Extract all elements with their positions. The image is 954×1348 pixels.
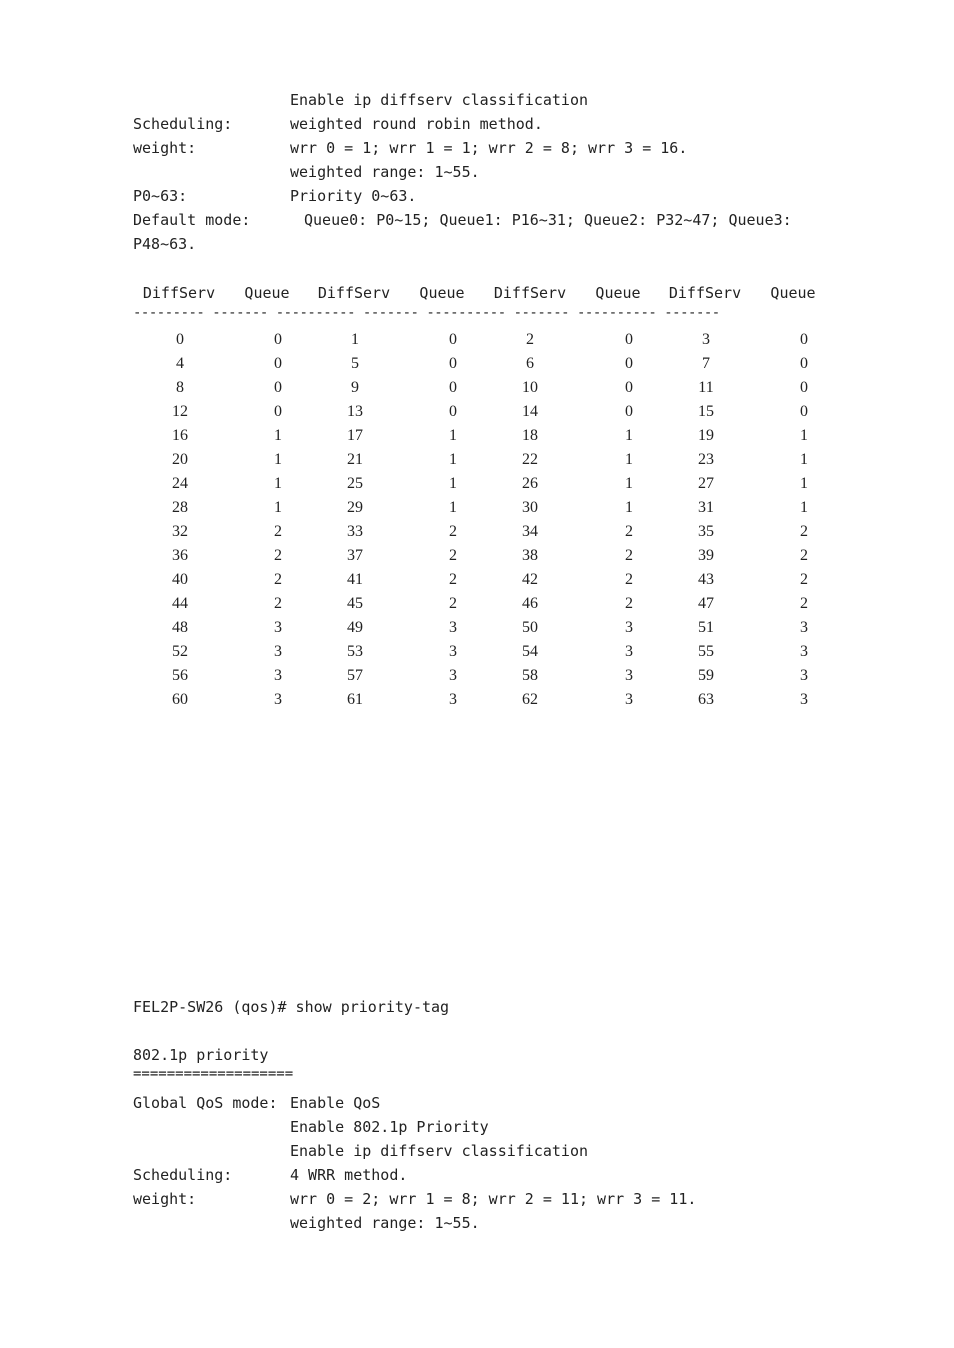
table-row (0, 592, 954, 616)
queue-cell: 3 (449, 643, 457, 660)
queue-cell: 3 (800, 691, 808, 708)
weight-label: weight: (133, 139, 197, 157)
diffserv-cell: 30 (522, 499, 538, 516)
diffserv-cell: 37 (347, 547, 363, 564)
queue-cell: 1 (800, 499, 808, 516)
weight-label: weight: (133, 1190, 197, 1208)
diffserv-cell: 10 (522, 379, 538, 396)
diffserv-cell: 5 (351, 355, 359, 372)
table-row (0, 496, 954, 520)
8021p-line (133, 1115, 489, 1139)
queue-cell: 1 (274, 427, 282, 444)
diffserv-cell: 31 (698, 499, 714, 516)
table-header: Queue (595, 284, 641, 302)
diffserv-cell: 40 (172, 571, 188, 588)
scheduling-line (133, 1163, 408, 1187)
diffserv-cell: 55 (698, 643, 714, 660)
diffserv-cell: 21 (347, 451, 363, 468)
table-header: DiffServ (142, 284, 216, 302)
table-row (0, 448, 954, 472)
queue-cell: 0 (800, 331, 808, 348)
priority-value: Priority 0~63. (290, 187, 417, 205)
table-row (0, 568, 954, 592)
diffserv-cell: 46 (522, 595, 538, 612)
diffserv-cell: 25 (347, 475, 363, 492)
table-row (0, 352, 954, 376)
queue-cell: 0 (625, 379, 633, 396)
queue-cell: 2 (449, 595, 457, 612)
queue-cell: 3 (449, 619, 457, 636)
command-text: FEL2P-SW26 (qos)# show priority-tag (133, 998, 450, 1016)
diffserv-cell: 41 (347, 571, 363, 588)
diffserv-cell: 26 (522, 475, 538, 492)
diffserv-cell: 52 (172, 643, 188, 660)
queue-cell: 1 (625, 499, 633, 516)
scheduling-value: 4 WRR method. (290, 1166, 408, 1184)
diffserv-cell: 33 (347, 523, 363, 540)
queue-cell: 1 (800, 427, 808, 444)
queue-cell: 0 (449, 379, 457, 396)
queue-cell: 2 (625, 523, 633, 540)
scheduling-value: weighted round robin method. (290, 115, 543, 133)
queue-cell: 2 (625, 547, 633, 564)
diffserv-cell: 42 (522, 571, 538, 588)
global-qos-line (133, 1091, 381, 1115)
title-underline-line (133, 1064, 294, 1084)
queue-cell: 1 (274, 451, 282, 468)
table-header: DiffServ (668, 284, 742, 302)
table-header: Queue (770, 284, 816, 302)
queue-cell: 3 (800, 643, 808, 660)
diffserv-cell: 50 (522, 619, 538, 636)
diffserv-cell: 39 (698, 547, 714, 564)
diffserv-cell: 60 (172, 691, 188, 708)
table-row (0, 376, 954, 400)
classification-text: Enable ip diffserv classification (290, 1142, 589, 1160)
table-row (0, 664, 954, 688)
queue-cell: 1 (449, 475, 457, 492)
table-row (0, 424, 954, 448)
8021p-text: Enable 802.1p Priority (290, 1118, 489, 1136)
queue-cell: 0 (274, 403, 282, 420)
queue-cell: 2 (625, 571, 633, 588)
queue-cell: 0 (449, 355, 457, 372)
queue-cell: 2 (449, 571, 457, 588)
weight-range: weighted range: 1~55. (290, 1214, 480, 1232)
queue-cell: 0 (800, 355, 808, 372)
queue-cell: 0 (800, 379, 808, 396)
table-row (0, 328, 954, 352)
global-qos-label: Global QoS mode: (133, 1094, 278, 1112)
diffserv-cell: 48 (172, 619, 188, 636)
table-row (0, 472, 954, 496)
diffserv-cell: 59 (698, 667, 714, 684)
diffserv-cell: 57 (347, 667, 363, 684)
table-row (0, 544, 954, 568)
queue-cell: 1 (625, 451, 633, 468)
weight-range: weighted range: 1~55. (290, 163, 480, 181)
diffserv-cell: 3 (702, 331, 710, 348)
diffserv-cell: 51 (698, 619, 714, 636)
diffserv-cell: 17 (347, 427, 363, 444)
queue-cell: 0 (449, 331, 457, 348)
queue-cell: 2 (274, 547, 282, 564)
diffserv-cell: 38 (522, 547, 538, 564)
diffserv-cell: 18 (522, 427, 538, 444)
diffserv-cell: 35 (698, 523, 714, 540)
diffserv-cell: 1 (351, 331, 359, 348)
diffserv-cell: 0 (176, 331, 184, 348)
diffserv-cell: 14 (522, 403, 538, 420)
weight-line (133, 136, 688, 160)
diffserv-cell: 12 (172, 403, 188, 420)
weight-value: wrr 0 = 2; wrr 1 = 8; wrr 2 = 11; wrr 3 = 11. (290, 1190, 697, 1208)
queue-cell: 1 (449, 427, 457, 444)
diffserv-cell: 9 (351, 379, 359, 396)
queue-cell: 1 (800, 475, 808, 492)
queue-cell: 3 (274, 643, 282, 660)
diffserv-cell: 4 (176, 355, 184, 372)
default-mode-cont: P48~63. (133, 235, 197, 253)
classification-text: Enable ip diffserv classification (290, 91, 589, 109)
diffserv-cell: 24 (172, 475, 188, 492)
queue-cell: 3 (800, 619, 808, 636)
command-line (133, 995, 450, 1019)
queue-cell: 3 (625, 667, 633, 684)
diffserv-cell: 15 (698, 403, 714, 420)
diffserv-cell: 63 (698, 691, 714, 708)
config-line (133, 88, 589, 112)
queue-cell: 1 (449, 499, 457, 516)
diffserv-cell: 16 (172, 427, 188, 444)
diffserv-cell: 44 (172, 595, 188, 612)
default-mode-continuation (133, 232, 197, 256)
priority-line (133, 184, 417, 208)
queue-cell: 0 (625, 355, 633, 372)
diffserv-cell: 47 (698, 595, 714, 612)
queue-cell: 2 (800, 571, 808, 588)
table-row (0, 616, 954, 640)
queue-cell: 1 (274, 475, 282, 492)
queue-cell: 1 (625, 427, 633, 444)
weight-range-line (133, 1211, 480, 1235)
diffserv-cell: 43 (698, 571, 714, 588)
queue-cell: 3 (274, 691, 282, 708)
queue-cell: 2 (449, 523, 457, 540)
queue-cell: 2 (800, 523, 808, 540)
weight-range-line (133, 160, 480, 184)
diffserv-cell: 62 (522, 691, 538, 708)
queue-cell: 2 (449, 547, 457, 564)
diffserv-cell: 8 (176, 379, 184, 396)
diffserv-cell: 36 (172, 547, 188, 564)
default-mode-value: Queue0: P0~15; Queue1: P16~31; Queue2: P32~47; Queue3: (304, 211, 792, 229)
queue-cell: 3 (625, 691, 633, 708)
queue-cell: 3 (449, 691, 457, 708)
diffserv-cell: 58 (522, 667, 538, 684)
queue-cell: 0 (449, 403, 457, 420)
diffserv-cell: 45 (347, 595, 363, 612)
priority-label: P0~63: (133, 187, 188, 205)
diffserv-cell: 23 (698, 451, 714, 468)
diffserv-cell: 49 (347, 619, 363, 636)
queue-cell: 1 (625, 475, 633, 492)
queue-cell: 0 (625, 403, 633, 420)
scheduling-label: Scheduling: (133, 1166, 233, 1184)
diffserv-cell: 20 (172, 451, 188, 468)
weight-value: wrr 0 = 1; wrr 1 = 1; wrr 2 = 8; wrr 3 = 16. (290, 139, 688, 157)
queue-cell: 0 (274, 355, 282, 372)
diffserv-cell: 19 (698, 427, 714, 444)
diffserv-cell: 34 (522, 523, 538, 540)
diffserv-cell: 22 (522, 451, 538, 468)
queue-cell: 2 (800, 547, 808, 564)
diffserv-cell: 7 (702, 355, 710, 372)
queue-cell: 0 (625, 331, 633, 348)
classification-line (133, 1139, 589, 1163)
queue-cell: 2 (274, 523, 282, 540)
queue-cell: 1 (274, 499, 282, 516)
diffserv-cell: 28 (172, 499, 188, 516)
title-underline: =================== (133, 1066, 294, 1082)
default-mode-line (133, 208, 792, 232)
table-row (0, 640, 954, 664)
queue-cell: 3 (625, 619, 633, 636)
queue-cell: 3 (274, 667, 282, 684)
table-header: DiffServ (317, 284, 391, 302)
queue-cell: 2 (274, 571, 282, 588)
queue-cell: 1 (800, 451, 808, 468)
default-mode-label: Default mode: (133, 211, 251, 229)
diffserv-cell: 61 (347, 691, 363, 708)
table-header: Queue (244, 284, 290, 302)
queue-cell: 3 (625, 643, 633, 660)
diffserv-cell: 56 (172, 667, 188, 684)
queue-cell: 1 (449, 451, 457, 468)
global-qos-value: Enable QoS (290, 1094, 381, 1112)
table-separator: --------- ------- ---------- ------- ---------- ------- ---------- ------- (133, 306, 720, 320)
diffserv-cell: 6 (526, 355, 534, 372)
diffserv-cell: 13 (347, 403, 363, 420)
scheduling-label: Scheduling: (133, 115, 233, 133)
scheduling-line (133, 112, 543, 136)
table-header: DiffServ (493, 284, 567, 302)
section-title: 802.1p priority (133, 1046, 269, 1064)
queue-cell: 0 (800, 403, 808, 420)
diffserv-cell: 53 (347, 643, 363, 660)
diffserv-cell: 32 (172, 523, 188, 540)
queue-cell: 0 (274, 379, 282, 396)
queue-cell: 2 (625, 595, 633, 612)
table-header: Queue (419, 284, 465, 302)
queue-cell: 3 (449, 667, 457, 684)
weight-line (133, 1187, 697, 1211)
diffserv-cell: 27 (698, 475, 714, 492)
queue-cell: 3 (800, 667, 808, 684)
queue-cell: 0 (274, 331, 282, 348)
diffserv-cell: 2 (526, 331, 534, 348)
queue-cell: 2 (274, 595, 282, 612)
diffserv-cell: 11 (698, 379, 714, 396)
table-row (0, 520, 954, 544)
diffserv-cell: 29 (347, 499, 363, 516)
table-row (0, 400, 954, 424)
queue-cell: 2 (800, 595, 808, 612)
diffserv-cell: 54 (522, 643, 538, 660)
queue-cell: 3 (274, 619, 282, 636)
table-row (0, 688, 954, 712)
